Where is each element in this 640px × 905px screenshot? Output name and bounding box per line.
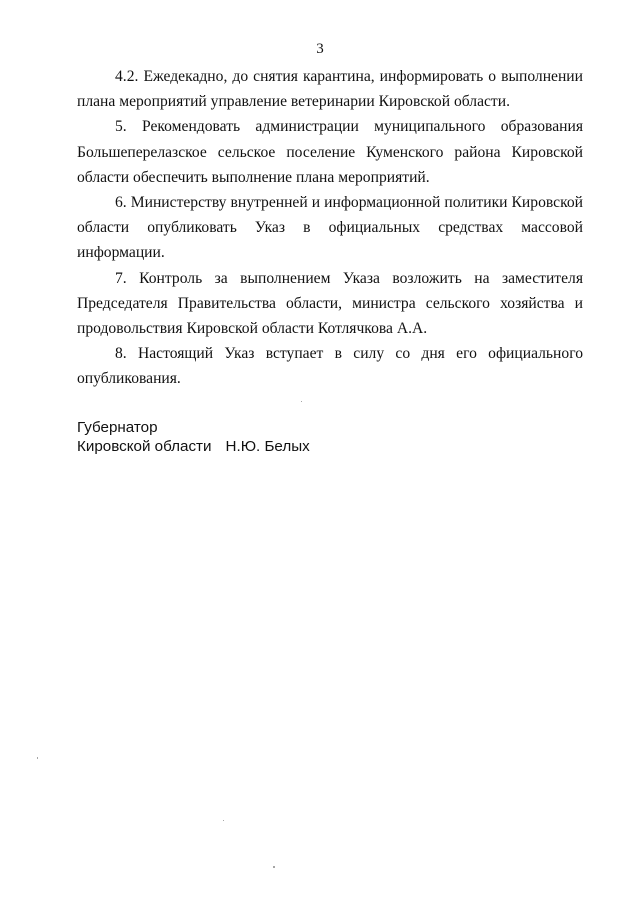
paragraph-5: 5. Рекомендовать администрации муниципального образования Большеперелазское сельское поселение Куменского района Кировской области обеспечить выполнение плана мероприятий. (77, 118, 583, 186)
signature-position: Губернатор (77, 419, 158, 436)
paragraph-6: 6. Министерству внутренней и информационной политики Кировской области опубликовать Указ в официальных средствах массовой информации. (77, 194, 583, 262)
signature-region-line (77, 437, 310, 456)
scan-speck (223, 820, 224, 821)
scan-speck (273, 866, 275, 868)
document-body (77, 64, 583, 392)
paragraph-7: 7. Контроль за выполнением Указа возложить на заместителя Председателя Правительства области, министра сельского хозяйства и продовольствия Кировской области Котлячкова А.А. (77, 269, 583, 338)
paragraph-4-2: 4.2. Ежедекадно, до снятия карантина, информировать о выполнении плана мероприятий управление ветеринарии Кировской области. (77, 68, 583, 111)
scan-speck (37, 757, 38, 759)
signature-name: Н.Ю. Белых (225, 438, 310, 455)
signature-region: Кировской области (77, 438, 212, 455)
paragraph-8: 8. Настоящий Указ вступает в силу со дня его официального опубликования. (77, 345, 583, 388)
scan-speck (301, 401, 302, 402)
page-number: 3 (316, 41, 324, 57)
signature-block (77, 418, 310, 456)
